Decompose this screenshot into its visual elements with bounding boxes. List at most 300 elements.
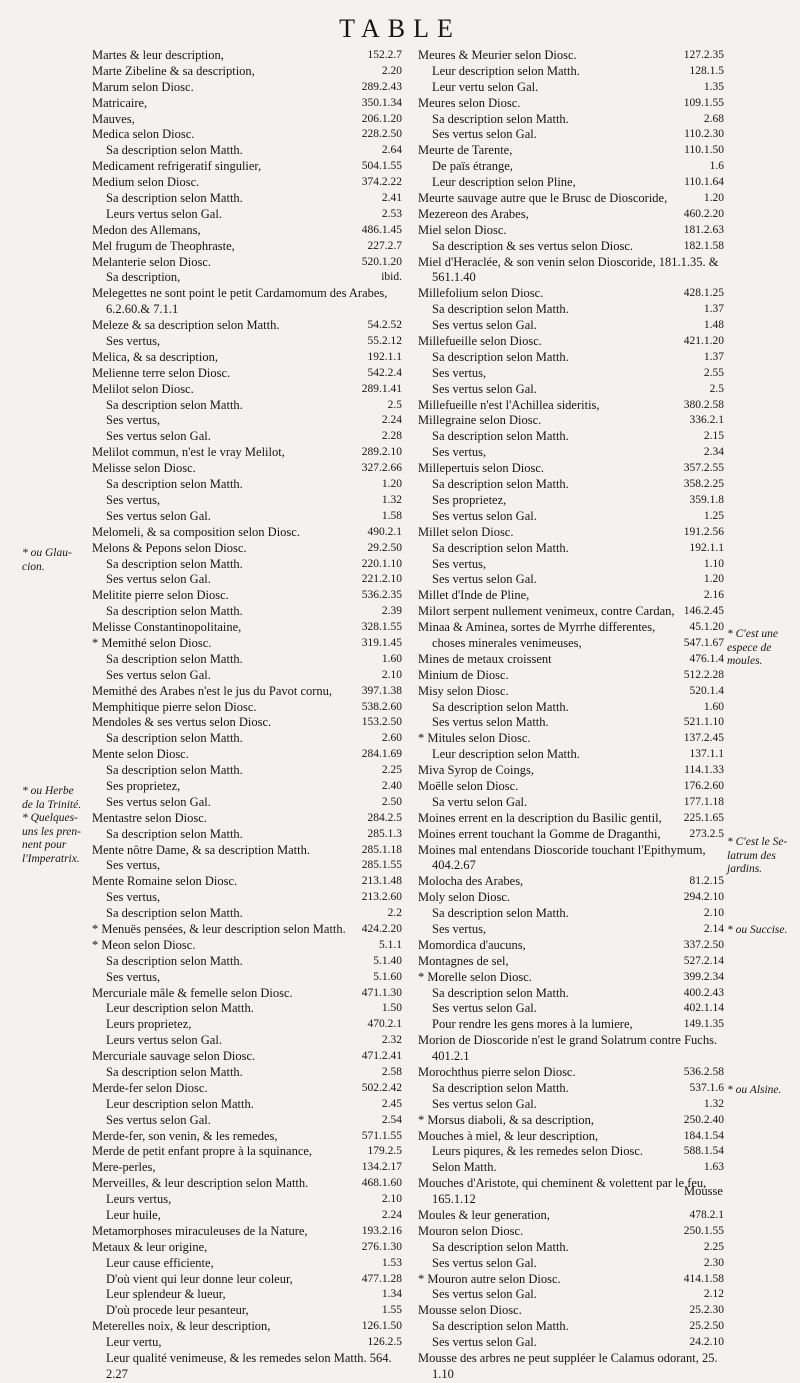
index-entry [92,1017,402,1033]
index-entry [92,64,402,80]
entry-reference: 1.37 [703,303,724,316]
entry-reference: 137.2.45 [683,732,724,745]
entry-reference: 110.2.30 [684,128,724,141]
entry-reference: 336.2.1 [689,414,724,427]
entry-reference: 512.2.28 [683,668,724,681]
entry-text: Ses vertus, [106,492,161,507]
entry-text: Ses vertus, [106,890,161,905]
entry-text: Matricaire, [92,95,148,110]
entry-text: Sa description selon Matth. [106,731,243,746]
entry-reference: 476.1.4 [689,652,724,665]
index-entry [418,620,724,636]
entry-text: Merde-fer, son venin, & les remedes, [92,1128,278,1143]
entry-text: Marte Zibeline & sa description, [92,63,255,78]
entry-text: Sa description selon Matth. [432,477,569,492]
index-entry [92,159,402,175]
entry-reference: 2.25 [703,1240,724,1253]
entry-reference: 24.2.10 [689,1336,724,1349]
index-entry [418,906,724,922]
index-entry [418,64,724,80]
entry-reference: 2.53 [381,207,402,220]
index-entry [418,843,724,859]
index-entry [418,334,724,350]
index-entry [92,954,402,970]
entry-text: Moules & leur generation, [418,1208,550,1223]
entry-reference: 1.6 [709,160,724,173]
index-entry [418,970,724,986]
index-entry [92,652,402,668]
index-entry [92,48,402,64]
entry-text: Mendoles & ses vertus selon Diosc. [92,715,272,730]
index-entry [418,366,724,382]
entry-text: Ses vertus selon Gal. [432,508,537,523]
index-entry [92,938,402,954]
entry-text: Ses vertus selon Gal. [432,127,537,142]
entry-reference: 206.1.20 [361,112,402,125]
entry-text: Morochthus pierre selon Diosc. [418,1065,576,1079]
index-entry [92,922,402,938]
entry-reference: 146.2.45 [683,605,724,618]
entry-reference: 536.2.58 [683,1066,724,1078]
entry-reference: 213.2.60 [361,891,402,904]
index-entry [418,922,724,938]
entry-text: Ses vertus, [432,445,487,460]
index-entry [92,1335,402,1351]
entry-text: Leurs piqures, & les remedes selon Diosc. [432,1144,644,1159]
entry-text: Leur huile, [106,1208,161,1223]
entry-reference: 192.1.1 [689,541,724,554]
entry-text: Sa description selon Matth. [432,1239,569,1254]
index-entry [92,541,402,557]
entry-text: Millegraine selon Diosc. [418,413,542,428]
entry-text: 401.2.1 [432,1049,470,1064]
entry-reference: 176.2.60 [683,779,724,792]
index-entry [418,429,724,445]
entry-reference: 374.2.22 [361,176,402,189]
index-entry [92,1033,402,1049]
entry-reference: 399.2.34 [683,970,724,983]
index-entry [418,1272,724,1288]
entry-reference: 182.1.58 [683,239,724,252]
index-entry [418,1303,724,1319]
index-entry [418,811,724,827]
entry-text: Ses vertus selon Gal. [106,508,211,523]
index-entry [418,1176,724,1192]
entry-reference: 359.1.8 [689,493,724,506]
index-entry [92,1256,402,1272]
entry-text: Sa description selon Matth. [432,699,569,714]
entry-reference: 2.10 [381,1193,402,1206]
entry-reference: 2.40 [381,779,402,792]
entry-text: Mercuriale sauvage selon Diosc. [92,1049,256,1064]
index-entry [92,1272,402,1288]
index-entry [418,80,724,96]
index-entry [418,1192,724,1208]
entry-reference: 289.2.10 [361,446,402,459]
entry-text: Sa description & ses vertus selon Diosc. [432,238,634,253]
entry-reference: 114.1.33 [684,764,724,777]
margin-note: * ou Glau- cion. [22,547,72,573]
index-entry [418,954,724,970]
index-entry [418,270,724,286]
entry-reference: 547.1.67 [683,636,724,649]
entry-text: Ses vertus selon Gal. [432,1287,537,1302]
index-entry [92,350,402,366]
index-entry [92,620,402,636]
index-entry [92,270,402,286]
index-entry [92,986,402,1002]
entry-text: choses minerales venimeuses, [432,635,582,650]
entry-text: Mente Romaine selon Diosc. [92,874,238,889]
entry-reference: 1.10 [703,557,724,570]
entry-text: * Meon selon Diosc. [92,937,196,952]
index-entry [418,668,724,684]
entry-reference: 25.2.30 [689,1304,724,1317]
index-entry [418,986,724,1002]
entry-text: Sa description selon Matth. [106,906,243,921]
index-entry [418,318,724,334]
entry-text: Leurs vertus, [106,1192,172,1207]
index-entry [418,1224,724,1240]
entry-reference: 110.1.50 [684,144,724,157]
entry-reference: 221.2.10 [361,573,402,586]
entry-text: Ses vertus selon Matth. [432,715,549,730]
entry-reference: 110.1.64 [684,176,724,189]
entry-reference: 468.1.60 [361,1177,402,1190]
entry-reference: 2.15 [703,430,724,443]
entry-text: Ses vertus selon Gal. [432,1001,537,1016]
index-entry [92,1224,402,1240]
entry-reference: 192.1.1 [367,350,402,363]
entry-text: Medium selon Diosc. [92,175,200,190]
index-entry [418,413,724,429]
entry-text: Ses vertus selon Gal. [432,1096,537,1111]
entry-reference: 2.45 [381,1097,402,1110]
entry-reference: 2.41 [381,192,402,205]
entry-text: Leurs vertus selon Gal. [106,206,222,221]
entry-reference: 128.1.5 [689,64,724,77]
entry-text: Sa description selon Matth. [106,651,243,666]
index-entry [418,874,724,890]
entry-text: Sa description selon Matth. [106,397,243,412]
entry-text: Millefolium selon Diosc. [418,286,544,301]
index-entry [418,96,724,112]
entry-text: Sa description selon Matth. [432,349,569,364]
entry-reference: 54.2.52 [367,319,402,332]
entry-reference: 5.1.1 [379,938,402,951]
entry-text: Melienne terre selon Diosc. [92,365,231,380]
index-entry [418,1240,724,1256]
entry-text: Metamorphoses miraculeuses de la Nature, [92,1223,308,1238]
index-entry [92,1049,402,1065]
entry-text: Medon des Allemans, [92,222,201,237]
index-entry [92,223,402,239]
entry-reference: 2.60 [381,732,402,745]
entry-text: * Mitules selon Diosc. [418,731,531,746]
entry-reference: 1.25 [703,509,724,522]
index-entry [418,747,724,763]
entry-reference: 520.1.20 [361,255,402,268]
entry-reference: 273.2.5 [689,827,724,840]
index-entry [92,509,402,525]
entry-reference: 542.2.4 [367,366,402,379]
margin-note: * ou Succise. [727,924,788,936]
index-entry [92,1192,402,1208]
entry-reference: 1.32 [703,1097,724,1110]
index-entry [418,700,724,716]
entry-text: Mousse des arbres ne peut suppléer le Calamus odorant, 25. [418,1351,718,1366]
index-entry [92,127,402,143]
entry-text: Ses proprietez, [106,778,181,793]
entry-reference: 127.2.35 [683,49,724,61]
index-entry [92,843,402,859]
index-entry [92,1065,402,1081]
entry-reference: 350.1.34 [361,96,402,109]
entry-text: Ses vertus selon Gal. [432,572,537,587]
entry-text: Melica, & sa description, [92,349,219,364]
entry-reference: 2.10 [703,907,724,920]
index-entry [92,286,402,302]
entry-text: Sa description selon Matth. [432,111,569,126]
entry-reference: 538.2.60 [361,700,402,713]
entry-reference: 152.2.7 [367,49,402,61]
entry-reference: 1.60 [381,652,402,665]
entry-text: Leur cause efficiente, [106,1255,214,1270]
entry-reference: 1.35 [703,80,724,93]
entry-text: Merde de petit enfant propre à la squinance, [92,1144,313,1159]
entry-text: 2.27 [106,1366,128,1381]
index-entry [92,366,402,382]
index-entry [418,1033,724,1049]
index-entry [418,1129,724,1145]
entry-reference: 153.2.50 [361,716,402,729]
entry-text: 1.10 [432,1366,454,1381]
entry-reference: 149.1.35 [683,1018,724,1031]
margin-note: * C'est une espece de moules. [727,628,779,667]
index-entry [92,811,402,827]
index-entry [418,239,724,255]
index-entry [92,636,402,652]
index-entry [92,1287,402,1303]
entry-text: Miel d'Heraclée, & son venin selon Dioscoride, 181.1.35. & [418,254,719,269]
entry-text: Leur description selon Matth. [432,747,580,762]
entry-text: Meleze & sa description selon Matth. [92,318,280,333]
entry-text: Ses vertus selon Gal. [106,1112,211,1127]
entry-text: Molocha des Arabes, [418,874,524,889]
entry-reference: 193.2.16 [361,1224,402,1237]
entry-text: * Morsus diaboli, & sa description, [418,1112,595,1127]
entry-reference: 1.48 [703,319,724,332]
entry-reference: 2.50 [381,795,402,808]
entry-text: Melanterie selon Diosc. [92,254,212,269]
entry-text: Leur splendeur & lueur, [106,1287,226,1302]
entry-reference: 319.1.45 [361,636,402,649]
catchword: Mousse [684,1184,723,1198]
entry-reference: 1.32 [381,493,402,506]
entry-text: Melons & Pepons selon Diosc. [92,540,247,555]
entry-text: Melegettes ne sont point le petit Cardamomum des Arabes, [92,286,388,301]
entry-text: Mel frugum de Theophraste, [92,238,235,253]
entry-reference: 1.20 [703,573,724,586]
entry-reference: 471.1.30 [361,986,402,999]
index-entry [418,191,724,207]
index-entry [418,1065,724,1081]
index-entry [92,1144,402,1160]
entry-text: Milort serpent nullement venimeux, contre Cardan, [418,604,675,619]
entry-text: Mouches à miel, & leur description, [418,1128,599,1143]
entry-reference: 2.5 [387,398,402,411]
index-entry [92,779,402,795]
entry-reference: 1.55 [381,1304,402,1317]
entry-reference: 1.34 [381,1288,402,1301]
entry-text: * Mouron autre selon Diosc. [418,1271,561,1286]
entry-reference: 521.1.10 [683,716,724,729]
index-entry [92,874,402,890]
margin-note: * ou Herbe de la Trinité. * Quelques- uns les pren- nent pour l'Imperatrix. [22,785,82,865]
index-entry [92,112,402,128]
index-entry [418,159,724,175]
entry-reference: 2.34 [703,446,724,459]
entry-reference: 357.2.55 [683,462,724,475]
entry-reference: 227.2.7 [367,239,402,252]
entry-text: Sa description selon Matth. [106,1065,243,1079]
index-entry [418,112,724,128]
index-entry [92,1351,402,1367]
entry-text: 6.2.60.& 7.1.1 [106,302,179,317]
entry-reference: 2.30 [703,1256,724,1269]
entry-reference: ibid. [381,271,402,284]
entry-text: Minaa & Aminea, sortes de Myrrhe differentes, [418,620,656,635]
entry-text: Sa description selon Matth. [106,604,243,619]
index-entry [92,970,402,986]
entry-text: Mouron selon Diosc. [418,1223,524,1238]
entry-reference: 179.2.5 [367,1145,402,1158]
entry-reference: 490.2.1 [367,525,402,538]
entry-reference: 402.1.14 [683,1002,724,1015]
index-entry [92,684,402,700]
entry-text: Sa description selon Matth. [432,429,569,444]
entry-text: Ses vertus selon Gal. [106,667,211,682]
entry-reference: 502.2.42 [361,1081,402,1094]
entry-text: Leur description selon Matth. [106,1096,254,1111]
entry-text: Mentastre selon Diosc. [92,810,207,825]
entry-text: Mente selon Diosc. [92,747,189,762]
entry-reference: 2.16 [703,589,724,602]
index-entry [418,779,724,795]
index-entry [418,493,724,509]
index-entry [418,143,724,159]
entry-text: 561.1.40 [432,270,476,285]
entry-reference: 134.2.17 [361,1161,402,1174]
entry-reference: 2.58 [381,1066,402,1078]
entry-text: Moëlle selon Diosc. [418,778,519,793]
entry-reference: 137.1.1 [689,748,724,761]
entry-text: 165.1.12 [432,1192,476,1207]
entry-reference: 294.2.10 [683,891,724,904]
entry-text: Sa description selon Matth. [106,191,243,206]
entry-text: Sa description selon Matth. [106,953,243,968]
entry-reference: 5.1.40 [373,954,402,967]
entry-reference: 2.32 [381,1034,402,1047]
index-entry [418,1256,724,1272]
entry-text: Morion de Dioscoride n'est le grand Solatrum contre Fuchs. [418,1033,718,1048]
index-entry [92,1240,402,1256]
entry-reference: 285.1.3 [367,827,402,840]
entry-reference: 477.1.28 [361,1272,402,1285]
index-entry [418,255,724,271]
index-entry [418,175,724,191]
entry-reference: 81.2.15 [689,875,724,888]
entry-reference: 486.1.45 [361,223,402,236]
entry-text: Melilot commun, n'est le vray Melilot, [92,445,285,460]
entry-reference: 220.1.10 [361,557,402,570]
index-entry [418,572,724,588]
entry-reference: 285.1.55 [361,859,402,872]
entry-reference: 55.2.12 [367,335,402,348]
entry-reference: 284.2.5 [367,811,402,824]
entry-text: Mauves, [92,111,135,126]
entry-text: * Memithé selon Diosc. [92,635,212,650]
entry-text: Leur vertu selon Gal. [432,79,539,94]
index-entry [418,1017,724,1033]
entry-reference: 109.1.55 [683,96,724,109]
entry-reference: 25.2.50 [689,1320,724,1333]
entry-reference: 1.53 [381,1256,402,1269]
index-entry [418,1319,724,1335]
index-entry [92,572,402,588]
entry-text: Moines errent en la description du Basilic gentil, [418,810,662,825]
index-entry [92,334,402,350]
entry-text: Merveilles, & leur description selon Matth. [92,1176,309,1191]
entry-text: * Menuës pensées, & leur description selon Matth. [92,921,346,936]
index-entry [418,1097,724,1113]
index-entry [418,827,724,843]
entry-text: Ses vertus, [106,969,161,984]
index-entry [418,223,724,239]
entry-text: Meurte sauvage autre que le Brusc de Dioscoride, [418,191,668,206]
index-entry [418,1367,724,1383]
entry-reference: 250.1.55 [683,1224,724,1237]
entry-text: Ses vertus selon Gal. [432,381,537,396]
index-entry [418,1335,724,1351]
entry-text: Moines mal entendans Dioscoride touchant l'Epithymum, [418,842,706,857]
index-entry [92,1097,402,1113]
index-entry [92,1129,402,1145]
entry-reference: 2.20 [381,64,402,77]
index-entry [418,684,724,700]
index-entry [92,191,402,207]
entry-reference: 2.64 [381,144,402,157]
index-column-right [418,48,724,1383]
entry-text: Millepertuis selon Diosc. [418,461,545,476]
index-entry [418,652,724,668]
entry-text: Misy selon Diosc. [418,683,509,698]
entry-text: Leur description selon Matth. [106,1001,254,1016]
entry-text: Moly selon Diosc. [418,890,511,905]
index-entry [92,382,402,398]
entry-text: Sa description selon Matth. [432,1319,569,1334]
index-entry [92,525,402,541]
index-entry [92,477,402,493]
entry-text: Leur description selon Pline, [432,175,576,190]
entry-reference: 527.2.14 [683,954,724,967]
entry-reference: 571.1.55 [361,1129,402,1142]
entry-reference: 2.10 [381,668,402,681]
entry-reference: 289.2.43 [361,80,402,93]
index-entry [92,1081,402,1097]
entry-text: Mezereon des Arabes, [418,206,529,221]
entry-reference: 289.1.41 [361,382,402,395]
